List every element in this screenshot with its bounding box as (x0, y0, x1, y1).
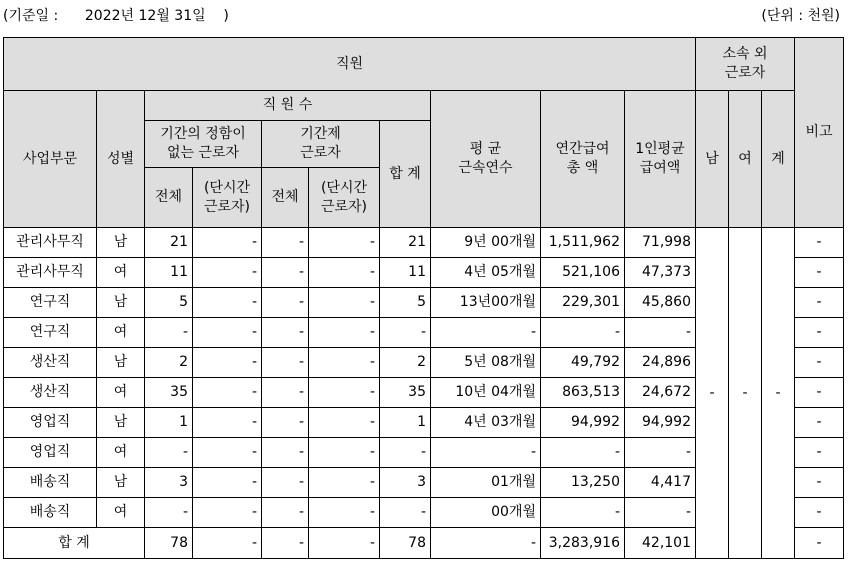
part-time-line1: (단시간 (320, 179, 368, 196)
employee-status-table (3, 37, 844, 559)
annual-pay-cell: - (541, 318, 625, 348)
per-capita-line2: 급여액 (639, 160, 681, 176)
division-cell: 생산직 (4, 348, 97, 378)
division-cell: 배송직 (4, 498, 97, 528)
fixed-part-time-cell: - (309, 258, 380, 288)
permanent-all-cell: - (145, 498, 193, 528)
sum-cell: 35 (380, 378, 431, 408)
permanent-part-time-cell: - (193, 438, 262, 468)
total-per-capita-pay-cell: 42,101 (625, 528, 696, 559)
gender-cell: 여 (97, 318, 145, 348)
fixed-all-cell: - (262, 228, 309, 258)
affiliated-male-header: 남 (696, 91, 729, 228)
annual-pay-line2: 총 액 (566, 160, 599, 176)
permanent-part-time-cell: - (193, 318, 262, 348)
fixed-all-cell: - (262, 288, 309, 318)
per-capita-pay-cell: 45,860 (625, 288, 696, 318)
avg-tenure-cell: 13년00개월 (431, 288, 541, 318)
gender-cell: 남 (97, 348, 145, 378)
permanent-all-cell: 21 (145, 228, 193, 258)
annual-pay-cell: - (541, 438, 625, 468)
remarks-cell: - (795, 468, 844, 498)
fixed-part-time-cell: - (309, 378, 380, 408)
fixed-all-cell: - (262, 378, 309, 408)
per-capita-pay-cell: 4,417 (625, 468, 696, 498)
gender-cell: 남 (97, 228, 145, 258)
annual-pay-cell: 863,513 (541, 378, 625, 408)
gender-header: 성별 (97, 91, 145, 228)
affiliated-header-line1: 소속 외 (722, 46, 768, 62)
permanent-line2: 없는 근로자 (166, 145, 240, 161)
avg-tenure-cell: - (431, 318, 541, 348)
annual-pay-cell: 1,511,962 (541, 228, 625, 258)
avg-tenure-header (431, 91, 541, 228)
permanent-part-time-cell: - (193, 468, 262, 498)
remarks-cell: - (795, 408, 844, 438)
sum-cell: 21 (380, 228, 431, 258)
gender-cell: 여 (97, 438, 145, 468)
fixed-part-time-cell: - (309, 408, 380, 438)
part-time-line2: 근로자) (320, 198, 368, 215)
annual-pay-cell: 94,992 (541, 408, 625, 438)
permanent-all-cell: 2 (145, 348, 193, 378)
fixed-all-cell: - (262, 468, 309, 498)
total-permanent-all-cell: 78 (145, 528, 193, 559)
permanent-part-time-cell: - (193, 228, 262, 258)
permanent-all-cell: - (145, 318, 193, 348)
annual-pay-cell: 13,250 (541, 468, 625, 498)
permanent-part-time-cell: - (193, 498, 262, 528)
employees-header: 직원 (4, 38, 696, 91)
affiliated-female-cell: - (729, 228, 762, 559)
total-annual-pay-cell: 3,283,916 (541, 528, 625, 559)
sum-cell: 2 (380, 348, 431, 378)
division-cell: 관리사무직 (4, 258, 97, 288)
per-capita-pay-cell: 24,896 (625, 348, 696, 378)
permanent-all-cell: 35 (145, 378, 193, 408)
remarks-cell: - (795, 438, 844, 468)
avg-tenure-cell: - (431, 438, 541, 468)
division-cell: 생산직 (4, 378, 97, 408)
total-permanent-part-time-cell: - (193, 528, 262, 559)
sum-cell: - (380, 498, 431, 528)
affiliated-male-cell: - (696, 228, 729, 559)
avg-tenure-cell: 5년 08개월 (431, 348, 541, 378)
permanent-all-cell: 1 (145, 408, 193, 438)
fixed-part-time-cell: - (309, 318, 380, 348)
gender-cell: 남 (97, 468, 145, 498)
fixed-term-line1: 기간제 (300, 126, 341, 142)
gender-cell: 여 (97, 258, 145, 288)
permanent-line1: 기간의 정함이 (160, 126, 246, 142)
affiliated-total-header: 계 (762, 91, 795, 228)
avg-tenure-cell: 4년 05개월 (431, 258, 541, 288)
annual-pay-cell: 49,792 (541, 348, 625, 378)
total-fixed-part-time-cell: - (309, 528, 380, 559)
annual-pay-cell: 521,106 (541, 258, 625, 288)
fixed-all-cell: - (262, 498, 309, 528)
total-avg-tenure-cell: - (431, 528, 541, 559)
remarks-header: 비고 (795, 38, 844, 228)
avg-tenure-cell: 4년 03개월 (431, 408, 541, 438)
fixed-all-cell: - (262, 318, 309, 348)
division-header: 사업부문 (4, 91, 97, 228)
avg-tenure-cell: 9년 00개월 (431, 228, 541, 258)
affiliated-female-header: 여 (729, 91, 762, 228)
fixed-term-workers-header (262, 121, 380, 168)
avg-tenure-line1: 평 균 (469, 141, 502, 157)
total-fixed-all-cell: - (262, 528, 309, 559)
fixed-all-cell: - (262, 258, 309, 288)
per-capita-pay-cell: 24,672 (625, 378, 696, 408)
permanent-all-cell: 5 (145, 288, 193, 318)
unit-caption: (단위 : 천원) (761, 8, 840, 24)
fixed-all-cell: - (262, 408, 309, 438)
gender-cell: 여 (97, 378, 145, 408)
division-cell: 배송직 (4, 468, 97, 498)
permanent-part-time-cell: - (193, 408, 262, 438)
permanent-all-header: 전체 (145, 168, 193, 228)
fixed-part-time-cell: - (309, 348, 380, 378)
fixed-all-cell: - (262, 348, 309, 378)
remarks-cell: - (795, 348, 844, 378)
permanent-part-time-cell: - (193, 348, 262, 378)
sum-cell: - (380, 438, 431, 468)
part-time-line1: (단시간 (203, 179, 251, 196)
fixed-all-cell: - (262, 438, 309, 468)
sum-cell: 11 (380, 258, 431, 288)
per-capita-pay-header (625, 91, 696, 228)
permanent-all-cell: - (145, 438, 193, 468)
annual-pay-cell: 229,301 (541, 288, 625, 318)
permanent-part-time-cell: - (193, 378, 262, 408)
permanent-all-cell: 11 (145, 258, 193, 288)
division-cell: 연구직 (4, 288, 97, 318)
base-date-caption: (기준일 : 2022년 12월 31일 ) (3, 8, 229, 24)
sum-cell: 5 (380, 288, 431, 318)
permanent-part-time-cell: - (193, 288, 262, 318)
headcount-header: 직 원 수 (145, 91, 431, 121)
table-row (4, 228, 844, 258)
gender-cell: 남 (97, 288, 145, 318)
fixed-term-line2: 근로자 (300, 145, 341, 161)
avg-tenure-line2: 근속연수 (458, 160, 513, 176)
permanent-workers-header (145, 121, 262, 168)
division-cell: 영업직 (4, 438, 97, 468)
per-capita-pay-cell: 47,373 (625, 258, 696, 288)
affiliated-workers-header (696, 38, 795, 91)
part-time-line2: 근로자) (203, 198, 251, 215)
remarks-cell: - (795, 378, 844, 408)
remarks-cell: - (795, 318, 844, 348)
fixed-part-time-header (309, 168, 380, 228)
fixed-part-time-cell: - (309, 438, 380, 468)
avg-tenure-cell: 10년 04개월 (431, 378, 541, 408)
per-capita-pay-cell: 94,992 (625, 408, 696, 438)
sum-header: 합 계 (380, 121, 431, 228)
sum-cell: - (380, 318, 431, 348)
total-remarks-cell: - (795, 528, 844, 559)
permanent-all-cell: 3 (145, 468, 193, 498)
affiliated-total-cell: - (762, 228, 795, 559)
avg-tenure-cell: 00개월 (431, 498, 541, 528)
remarks-cell: - (795, 498, 844, 528)
permanent-part-time-cell: - (193, 258, 262, 288)
sum-cell: 3 (380, 468, 431, 498)
gender-cell: 남 (97, 408, 145, 438)
fixed-part-time-cell: - (309, 288, 380, 318)
annual-pay-line1: 연간급여 (555, 141, 610, 157)
total-sum-cell: 78 (380, 528, 431, 559)
per-capita-pay-cell: - (625, 498, 696, 528)
permanent-part-time-header (193, 168, 262, 228)
division-cell: 영업직 (4, 408, 97, 438)
avg-tenure-cell: 01개월 (431, 468, 541, 498)
annual-pay-cell: - (541, 498, 625, 528)
division-cell: 연구직 (4, 318, 97, 348)
per-capita-line1: 1인평균 (635, 141, 685, 157)
per-capita-pay-cell: - (625, 318, 696, 348)
per-capita-pay-cell: - (625, 438, 696, 468)
remarks-cell: - (795, 288, 844, 318)
annual-pay-header (541, 91, 625, 228)
total-label: 합 계 (4, 528, 145, 559)
fixed-part-time-cell: - (309, 498, 380, 528)
fixed-part-time-cell: - (309, 228, 380, 258)
remarks-cell: - (795, 228, 844, 258)
division-cell: 관리사무직 (4, 228, 97, 258)
fixed-part-time-cell: - (309, 468, 380, 498)
fixed-all-header: 전체 (262, 168, 309, 228)
remarks-cell: - (795, 258, 844, 288)
per-capita-pay-cell: 71,998 (625, 228, 696, 258)
sum-cell: 1 (380, 408, 431, 438)
gender-cell: 여 (97, 498, 145, 528)
affiliated-header-line2: 근로자 (724, 65, 766, 81)
